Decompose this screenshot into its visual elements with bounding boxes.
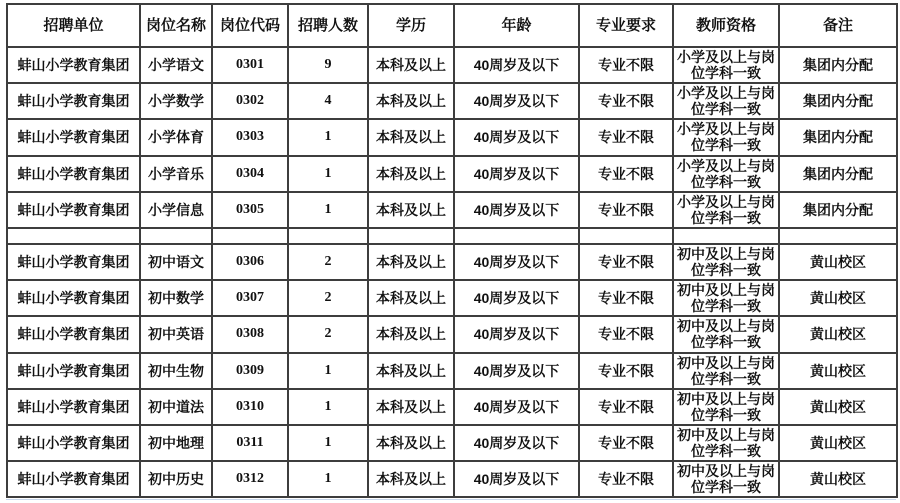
table-cell: 小学及以上与岗位学科一致 bbox=[673, 47, 779, 83]
table-cell: 本科及以上 bbox=[368, 389, 454, 425]
table-cell: 初中历史 bbox=[140, 461, 212, 497]
table-cell bbox=[673, 228, 779, 244]
table-cell: 黄山校区 bbox=[779, 244, 897, 280]
header-row bbox=[7, 4, 897, 47]
table-cell: 专业不限 bbox=[579, 461, 673, 497]
table-cell: 蚌山小学教育集团 bbox=[7, 280, 140, 316]
table-cell: 40周岁及以下 bbox=[454, 461, 579, 497]
table-row bbox=[7, 461, 897, 497]
table-cell: 集团内分配 bbox=[779, 119, 897, 155]
table-cell: 40周岁及以下 bbox=[454, 389, 579, 425]
table-cell: 0312 bbox=[212, 461, 288, 497]
table-cell: 专业不限 bbox=[579, 156, 673, 192]
table-cell: 初中及以上与岗位学科一致 bbox=[673, 389, 779, 425]
table-cell: 0301 bbox=[212, 47, 288, 83]
table-row bbox=[7, 389, 897, 425]
table-cell bbox=[368, 228, 454, 244]
table-cell: 本科及以上 bbox=[368, 280, 454, 316]
table-cell: 0306 bbox=[212, 244, 288, 280]
table-cell: 40周岁及以下 bbox=[454, 353, 579, 389]
table-cell: 1 bbox=[288, 389, 368, 425]
table-cell: 40周岁及以下 bbox=[454, 83, 579, 119]
table-cell: 蚌山小学教育集团 bbox=[7, 83, 140, 119]
table-cell: 小学及以上与岗位学科一致 bbox=[673, 83, 779, 119]
table-cell: 蚌山小学教育集团 bbox=[7, 192, 140, 228]
table-cell: 黄山校区 bbox=[779, 353, 897, 389]
header-age: 年龄 bbox=[454, 4, 579, 47]
table-cell: 小学语文 bbox=[140, 47, 212, 83]
table-cell: 黄山校区 bbox=[779, 389, 897, 425]
table-cell: 小学及以上与岗位学科一致 bbox=[673, 156, 779, 192]
table-cell: 专业不限 bbox=[579, 192, 673, 228]
table-cell: 40周岁及以下 bbox=[454, 316, 579, 352]
table-cell: 集团内分配 bbox=[779, 156, 897, 192]
table-cell: 集团内分配 bbox=[779, 83, 897, 119]
table-cell: 专业不限 bbox=[579, 119, 673, 155]
table-cell: 小学体育 bbox=[140, 119, 212, 155]
table-cell: 40周岁及以下 bbox=[454, 156, 579, 192]
table-cell: 初中语文 bbox=[140, 244, 212, 280]
table-cell: 蚌山小学教育集团 bbox=[7, 353, 140, 389]
table-cell: 蚌山小学教育集团 bbox=[7, 244, 140, 280]
table-cell: 专业不限 bbox=[579, 425, 673, 461]
table-cell: 本科及以上 bbox=[368, 83, 454, 119]
table-row bbox=[7, 192, 897, 228]
table-cell: 4 bbox=[288, 83, 368, 119]
table-cell: 专业不限 bbox=[579, 83, 673, 119]
table-cell: 0310 bbox=[212, 389, 288, 425]
table-cell: 黄山校区 bbox=[779, 280, 897, 316]
table-cell: 小学及以上与岗位学科一致 bbox=[673, 119, 779, 155]
table-cell: 40周岁及以下 bbox=[454, 244, 579, 280]
table-cell: 1 bbox=[288, 425, 368, 461]
table-cell bbox=[7, 228, 140, 244]
table-cell: 蚌山小学教育集团 bbox=[7, 461, 140, 497]
table-row bbox=[7, 280, 897, 316]
table-cell: 初中及以上与岗位学科一致 bbox=[673, 461, 779, 497]
table-row bbox=[7, 83, 897, 119]
table-cell: 黄山校区 bbox=[779, 425, 897, 461]
table-cell: 0304 bbox=[212, 156, 288, 192]
table-cell: 本科及以上 bbox=[368, 156, 454, 192]
table-cell: 专业不限 bbox=[579, 47, 673, 83]
table-cell: 初中生物 bbox=[140, 353, 212, 389]
table-cell bbox=[140, 228, 212, 244]
table-body bbox=[7, 47, 897, 497]
header-recruiting-unit: 招聘单位 bbox=[7, 4, 140, 47]
table-row bbox=[7, 353, 897, 389]
table-cell: 2 bbox=[288, 316, 368, 352]
table-cell: 40周岁及以下 bbox=[454, 192, 579, 228]
table-cell: 2 bbox=[288, 244, 368, 280]
table-cell: 0302 bbox=[212, 83, 288, 119]
table-header bbox=[7, 4, 897, 47]
header-education: 学历 bbox=[368, 4, 454, 47]
table-cell: 9 bbox=[288, 47, 368, 83]
header-position-code: 岗位代码 bbox=[212, 4, 288, 47]
header-remarks: 备注 bbox=[779, 4, 897, 47]
table-cell: 本科及以上 bbox=[368, 316, 454, 352]
table-cell: 蚌山小学教育集团 bbox=[7, 389, 140, 425]
table-cell: 初中英语 bbox=[140, 316, 212, 352]
table-cell: 蚌山小学教育集团 bbox=[7, 316, 140, 352]
table-cell: 小学数学 bbox=[140, 83, 212, 119]
table-cell: 0307 bbox=[212, 280, 288, 316]
table-cell: 2 bbox=[288, 280, 368, 316]
table-cell: 初中数学 bbox=[140, 280, 212, 316]
table-cell: 0308 bbox=[212, 316, 288, 352]
table-cell: 本科及以上 bbox=[368, 47, 454, 83]
table-cell: 集团内分配 bbox=[779, 192, 897, 228]
table-cell: 蚌山小学教育集团 bbox=[7, 156, 140, 192]
table-cell: 蚌山小学教育集团 bbox=[7, 425, 140, 461]
table-cell: 本科及以上 bbox=[368, 192, 454, 228]
table-cell bbox=[454, 228, 579, 244]
table-cell: 小学音乐 bbox=[140, 156, 212, 192]
table-cell: 40周岁及以下 bbox=[454, 119, 579, 155]
table-cell: 0305 bbox=[212, 192, 288, 228]
table-cell: 1 bbox=[288, 156, 368, 192]
table-cell: 1 bbox=[288, 353, 368, 389]
table-cell: 40周岁及以下 bbox=[454, 425, 579, 461]
table-cell: 0309 bbox=[212, 353, 288, 389]
table-cell: 0311 bbox=[212, 425, 288, 461]
table-cell bbox=[579, 228, 673, 244]
table-cell: 40周岁及以下 bbox=[454, 280, 579, 316]
table-cell: 小学及以上与岗位学科一致 bbox=[673, 192, 779, 228]
table-cell: 1 bbox=[288, 192, 368, 228]
table-row bbox=[7, 425, 897, 461]
table-cell: 本科及以上 bbox=[368, 244, 454, 280]
header-teacher-qualification: 教师资格 bbox=[673, 4, 779, 47]
header-position-name: 岗位名称 bbox=[140, 4, 212, 47]
table-cell: 本科及以上 bbox=[368, 461, 454, 497]
recruitment-table bbox=[6, 3, 898, 498]
table-row bbox=[7, 47, 897, 83]
table-cell: 蚌山小学教育集团 bbox=[7, 47, 140, 83]
table-cell: 40周岁及以下 bbox=[454, 47, 579, 83]
header-major-requirement: 专业要求 bbox=[579, 4, 673, 47]
table-cell bbox=[212, 228, 288, 244]
table-cell: 初中及以上与岗位学科一致 bbox=[673, 425, 779, 461]
table-cell: 0303 bbox=[212, 119, 288, 155]
table-cell: 初中地理 bbox=[140, 425, 212, 461]
table-cell bbox=[288, 228, 368, 244]
table-cell: 专业不限 bbox=[579, 316, 673, 352]
table-cell: 专业不限 bbox=[579, 353, 673, 389]
table-cell: 小学信息 bbox=[140, 192, 212, 228]
table-cell: 黄山校区 bbox=[779, 316, 897, 352]
table-cell: 初中及以上与岗位学科一致 bbox=[673, 353, 779, 389]
table-cell: 本科及以上 bbox=[368, 353, 454, 389]
table-row bbox=[7, 244, 897, 280]
table-row bbox=[7, 156, 897, 192]
table-cell: 初中及以上与岗位学科一致 bbox=[673, 280, 779, 316]
table-cell: 初中道法 bbox=[140, 389, 212, 425]
table-cell bbox=[779, 228, 897, 244]
table-cell: 专业不限 bbox=[579, 280, 673, 316]
table-cell: 蚌山小学教育集团 bbox=[7, 119, 140, 155]
empty-row bbox=[7, 228, 897, 244]
table-row bbox=[7, 119, 897, 155]
table-cell: 1 bbox=[288, 461, 368, 497]
table-cell: 专业不限 bbox=[579, 244, 673, 280]
header-recruit-count: 招聘人数 bbox=[288, 4, 368, 47]
table-cell: 黄山校区 bbox=[779, 461, 897, 497]
table-cell: 本科及以上 bbox=[368, 425, 454, 461]
table-cell: 初中及以上与岗位学科一致 bbox=[673, 316, 779, 352]
table-cell: 1 bbox=[288, 119, 368, 155]
table-row bbox=[7, 316, 897, 352]
table-cell: 集团内分配 bbox=[779, 47, 897, 83]
gridline-hint bbox=[6, 499, 896, 500]
table-cell: 初中及以上与岗位学科一致 bbox=[673, 244, 779, 280]
table-cell: 专业不限 bbox=[579, 389, 673, 425]
table-cell: 本科及以上 bbox=[368, 119, 454, 155]
